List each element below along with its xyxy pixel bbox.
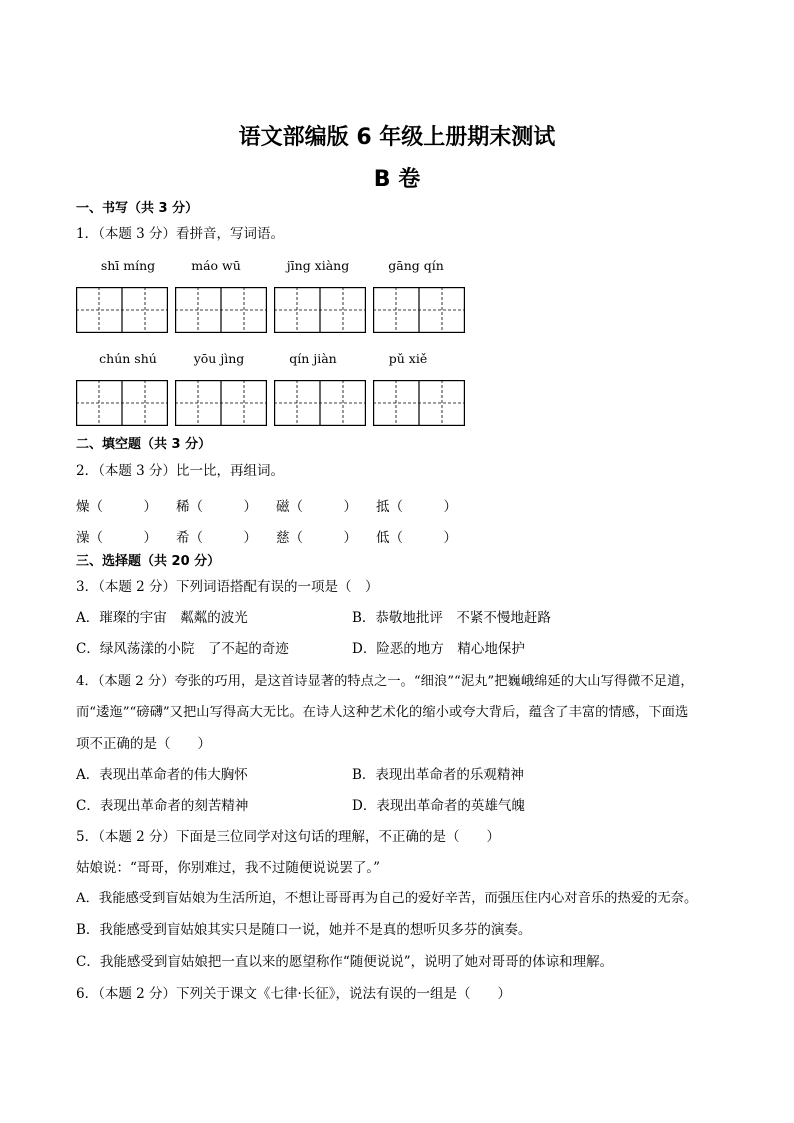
question-3-stem: 3．（本题 2 分）下列词语搭配有误的一项是（ ）: [76, 579, 379, 595]
pinyin-label: jīng xiàng: [286, 258, 350, 273]
writing-grid[interactable]: [274, 287, 366, 333]
fill-blank-item[interactable]: 抵（ ）: [376, 499, 457, 515]
writing-grid-svg: [274, 287, 366, 333]
option-a[interactable]: A．表现出革命者的伟大胸怀: [76, 767, 248, 783]
fill-blank-item[interactable]: 希（ ）: [176, 530, 257, 546]
pinyin-label: qín jiàn: [289, 351, 337, 366]
option-b[interactable]: B．表现出革命者的乐观精神: [352, 767, 524, 783]
writing-grid[interactable]: [175, 287, 267, 333]
pinyin-label: yōu jìng: [193, 351, 245, 366]
option-c[interactable]: C．我能感受到盲姑娘把一直以来的愿望称作“随便说说”，说明了她对哥哥的体谅和理解。: [76, 954, 614, 970]
writing-grid[interactable]: [76, 287, 168, 333]
writing-grid[interactable]: [274, 380, 366, 426]
writing-grid-svg: [274, 380, 366, 426]
option-b[interactable]: B．恭敬地批评 不紧不慢地赶路: [352, 610, 551, 626]
fill-blank-item[interactable]: 燥（ ）: [76, 499, 157, 515]
fill-blank-item[interactable]: 稀（ ）: [176, 499, 257, 515]
writing-grid[interactable]: [373, 380, 465, 426]
section-heading-fill: 二、填空题（共 3 分）: [76, 437, 212, 452]
fill-blank-item[interactable]: 磁（ ）: [276, 499, 357, 515]
page-title: 语文部编版 6 年级上册期末测试: [238, 125, 556, 150]
question-4-stem: 4．（本题 2 分）夸张的巧用，是这首诗显著的特点之一。“细浪”“泥丸”把巍峨绵延的大山写得微不足道，: [76, 674, 694, 689]
pinyin-label: chún shú: [99, 351, 157, 366]
pinyin-label: shī míng: [100, 258, 156, 273]
option-d[interactable]: D．表现出革命者的英雄气魄: [352, 798, 525, 814]
question-5-quote: 姑娘说：“哥哥，你别难过，我不过随便说说罢了。”: [76, 860, 381, 876]
question-6-stem: 6．（本题 2 分）下列关于课文《七律·长征》，说法有误的一组是（ ）: [76, 986, 512, 1002]
option-c[interactable]: C．表现出革命者的刻苦精神: [76, 798, 249, 814]
section-heading-writing: 一、书写（共 3 分）: [76, 201, 199, 216]
writing-grid[interactable]: [373, 287, 465, 333]
writing-grid[interactable]: [175, 380, 267, 426]
fill-blank-item[interactable]: 澡（ ）: [76, 530, 157, 546]
fill-blank-item[interactable]: 慈（ ）: [276, 530, 357, 546]
writing-grid-svg: [76, 380, 168, 426]
writing-grid-svg: [373, 380, 465, 426]
option-d[interactable]: D．险恶的地方 精心地保护: [352, 641, 525, 657]
pinyin-label: máo wū: [191, 258, 241, 273]
section-heading-choice: 三、选择题（共 20 分）: [76, 554, 221, 569]
option-a[interactable]: A．我能感受到盲姑娘为生活所迫，不想让哥哥再为自己的爱好辛苦，而强压住内心对音乐的热爱的无奈。: [76, 891, 698, 906]
question-4-stem-cont: 而“逶迤”“磅礴”又把山写得高大无比。在诗人这种艺术化的缩小或夸大背后，蕴含了丰富的情感，下面选: [76, 705, 689, 720]
writing-grid-svg: [175, 380, 267, 426]
question-4-stem-cont: 项不正确的是（ ）: [76, 736, 211, 752]
writing-grid-svg: [373, 287, 465, 333]
option-a[interactable]: A．璀璨的宇宙 粼粼的波光: [76, 610, 248, 626]
writing-grid-svg: [76, 287, 168, 333]
writing-grid[interactable]: [76, 380, 168, 426]
fill-blank-item[interactable]: 低（ ）: [376, 530, 457, 546]
question-5-stem: 5．（本题 2 分）下面是三位同学对这句话的理解，不正确的是（ ）: [76, 829, 501, 845]
option-c[interactable]: C．绿风荡漾的小院 了不起的奇迹: [76, 641, 289, 657]
pinyin-label: gāng qín: [388, 258, 444, 273]
pinyin-label: pǔ xiě: [388, 351, 428, 366]
question-1-stem: 1．（本题 3 分）看拼音，写词语。: [76, 226, 285, 242]
page-subtitle: B 卷: [373, 167, 421, 192]
option-b[interactable]: B．我能感受到盲姑娘其实只是随口一说，她并不是真的想听贝多芬的演奏。: [76, 922, 532, 938]
writing-grid-svg: [175, 287, 267, 333]
question-2-stem: 2．（本题 3 分）比一比，再组词。: [76, 463, 285, 479]
